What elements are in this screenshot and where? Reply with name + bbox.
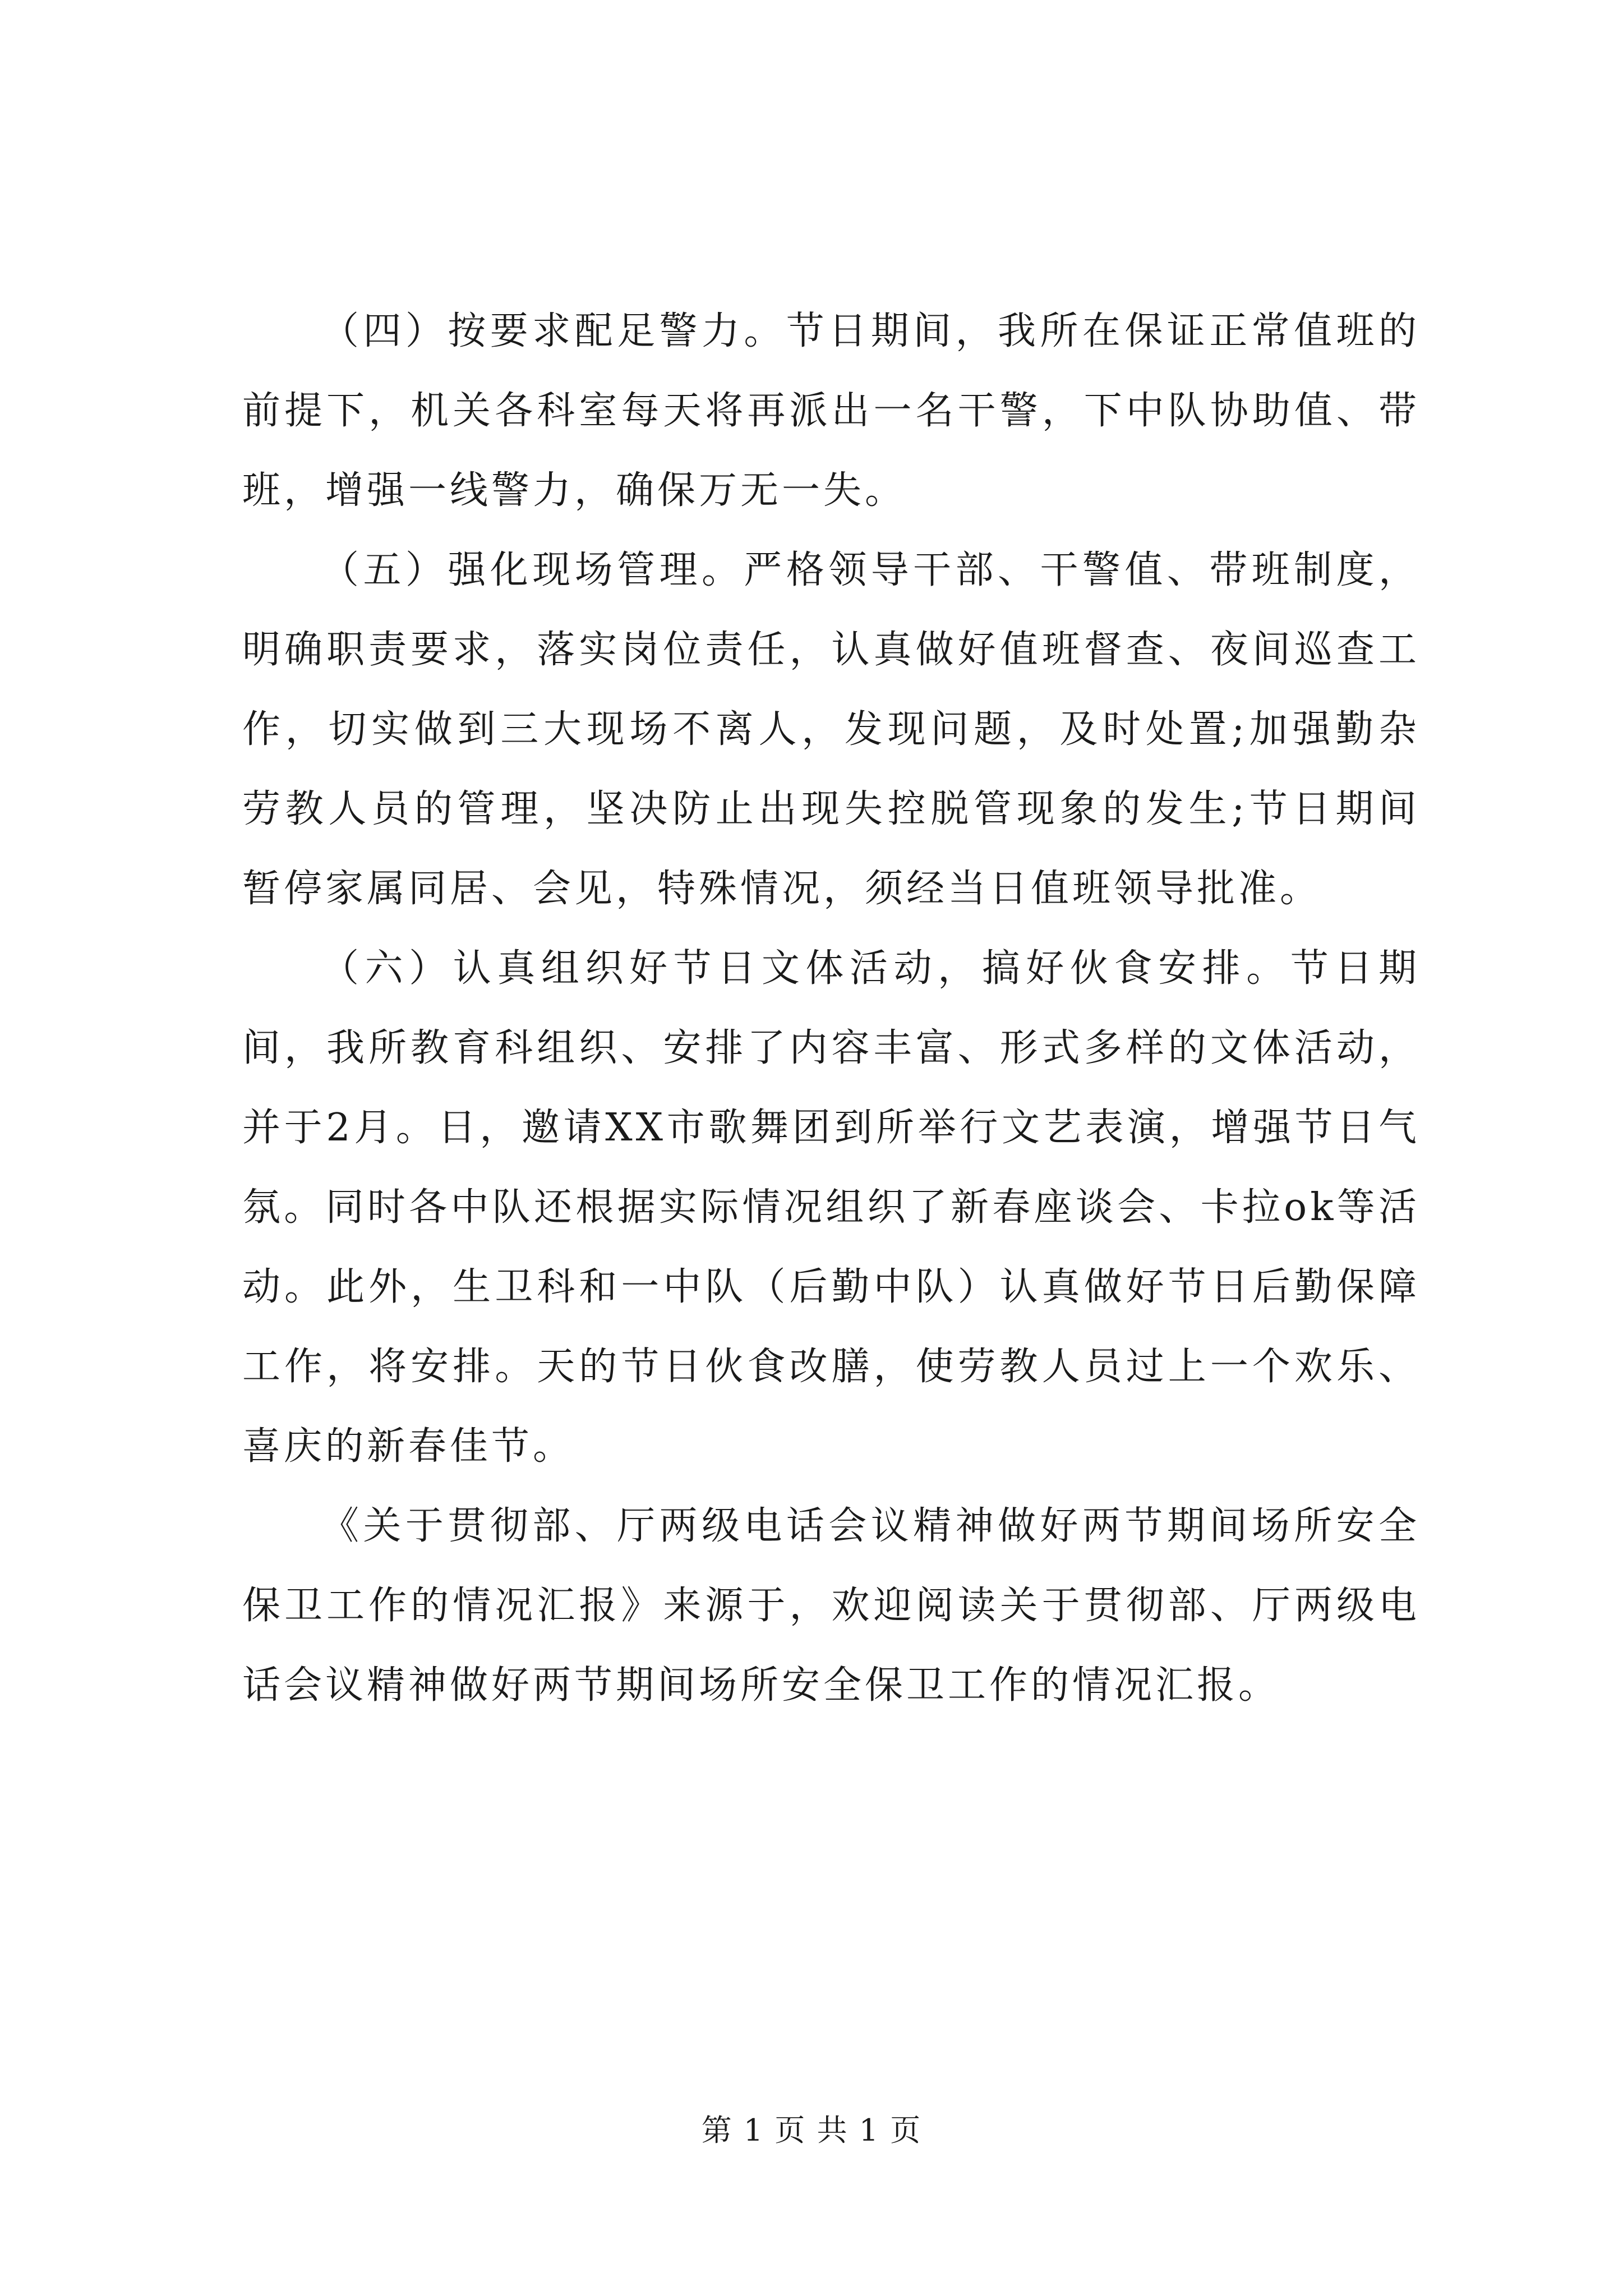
document-body bbox=[242, 292, 1420, 1726]
paragraph-holiday-activities: （六）认真组织好节日文体活动，搞好伙食安排。节日期间，我所教育科组织、安排了内容丰富、形式多样的文体活动，并于2月。日，邀请XX市歌舞团到所举行文艺表演，增强节日气氛。同时各中队还根据实际情况组织了新春座谈会、卡拉ok等活动。此外，生卫科和一中队（后勤中队）认真做好节日后勤保障工作，将安排。天的节日伙食改膳，使劳教人员过上一个欢乐、喜庆的新春佳节。 bbox=[242, 946, 1420, 1469]
page-number-footer: 第 1 页 共 1 页 bbox=[701, 2113, 922, 2148]
paragraph-police-staffing: （四）按要求配足警力。节日期间，我所在保证正常值班的前提下，机关各科室每天将再派出一名干警，下中队协助值、带班，增强一线警力，确保万无一失。 bbox=[242, 309, 1420, 513]
paragraph-source-note: 《关于贯彻部、厅两级电话会议精神做好两节期间场所安全保卫工作的情况汇报》来源于，欢迎阅读关于贯彻部、厅两级电话会议精神做好两节期间场所安全保卫工作的情况汇报。 bbox=[242, 1504, 1420, 1708]
paragraph-site-management: （五）强化现场管理。严格领导干部、干警值、带班制度，明确职责要求，落实岗位责任，认真做好值班督查、夜间巡查工作，切实做到三大现场不离人，发现问题，及时处置;加强勤杂劳教人员的管理，坚决防止出现失控脱管现象的发生;节日期间暂停家属同居、会见，特殊情况，须经当日值班领导批准。 bbox=[242, 548, 1420, 911]
